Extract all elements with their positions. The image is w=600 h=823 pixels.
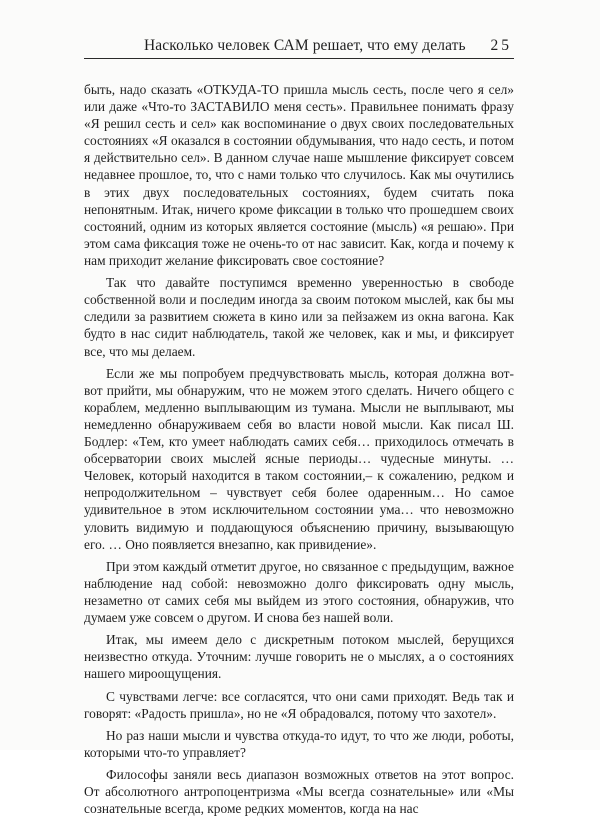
paragraph: Если же мы попробуем предчувствовать мысль, которая должна вот-вот прийти, мы обнаружим, что не можем этого сделать. Ничего общего с кораблем, медленно выплывающим из тумана. Мысли не выплывают, мы немедленно обнаруживаем себя во власти новой мысли. Как писал Ш. Бодлер: «Тем, кто умеет наблюдать самих себя… приходилось отмечать в обсерватории своих мыслей ясные периоды… чудесные минуты. … Человек, который находится в таком состоянии,– к сожалению, редком и непродолжительном – чувствует себя более одаренным… Но самое удивительное в этом исключительном состоянии ума… что невозможно уловить видимую и поддающуюся объяснению причину, вызывающую его. … Оно появляется внезапно, как привидение».	[84, 365, 514, 552]
paragraph: быть, надо сказать «ОТКУДА-ТО пришла мысль сесть, после чего я сел» или даже «Что-то ЗАСТАВИЛО меня сесть». Правильнее понимать фразу «Я решил сесть и сел» как воспоминание о двух своих последовательных состояниях «Я оказался в состоянии обдумывания, что надо сесть, и потом я действительно сел». В данном случае наше мышление фиксирует совсем недавнее прошлое, то, что с нами только что случилось. Как мы очутились в этих двух последовательных состояниях, будем считать пока непонятным. Итак, ничего кроме фиксации в только что прошедшем своих состояний, одним из которых является состояние (мысль) «я решаю». При этом сама фиксация тоже не очень-то от нас зависит. Как, когда и почему к нам приходит желание фиксировать свое состояние?	[84, 82, 514, 268]
paragraph: Но раз наши мысли и чувства откуда-то идут, то что же люди, роботы, которыми что-то управляет?	[84, 727, 514, 761]
running-header	[84, 36, 514, 59]
paragraph: С чувствами легче: все согласятся, что они сами приходят. Ведь так и говорят: «Радость пришла», но не «Я обрадовался, потому что захотел».	[84, 688, 514, 721]
paragraph: Так что давайте поступимся временно уверенностью в свободе собственной воли и последим иногда за своим потоком мыслей, как бы мы следили за развитием сюжета в кино или за пейзажем из окна вагона. Как будто в нас сидит наблюдатель, такой же человек, как и мы, и фиксирует все, что мы делаем.	[84, 275, 514, 359]
paragraph: При этом каждый отметит другое, но связанное с предыдущим, важное наблюдение над собой: невозможно долго фиксировать одну мысль, незаметно от самих себя мы выйдем из этого состояния, обнаружив, что думаем уже совсем о другом. И снова без нашей воли.	[84, 558, 514, 626]
body-text	[84, 81, 514, 823]
running-title: Насколько человек САМ решает, что ему делать	[144, 37, 466, 54]
paragraph: Философы заняли весь диапазон возможных ответов на этот вопрос. От абсолютного антропоцентризма «Мы всегда сознательные» или «Мы сознательные всегда, кроме редких моментов, когда на нас	[84, 767, 514, 817]
page-number: 25	[490, 37, 512, 54]
paragraph: Итак, мы имеем дело с дискретным потоком мыслей, берущихся неизвестно откуда. Уточним: лучше говорить не о мыслях, а о состояниях нашего мироощущения.	[84, 632, 514, 682]
